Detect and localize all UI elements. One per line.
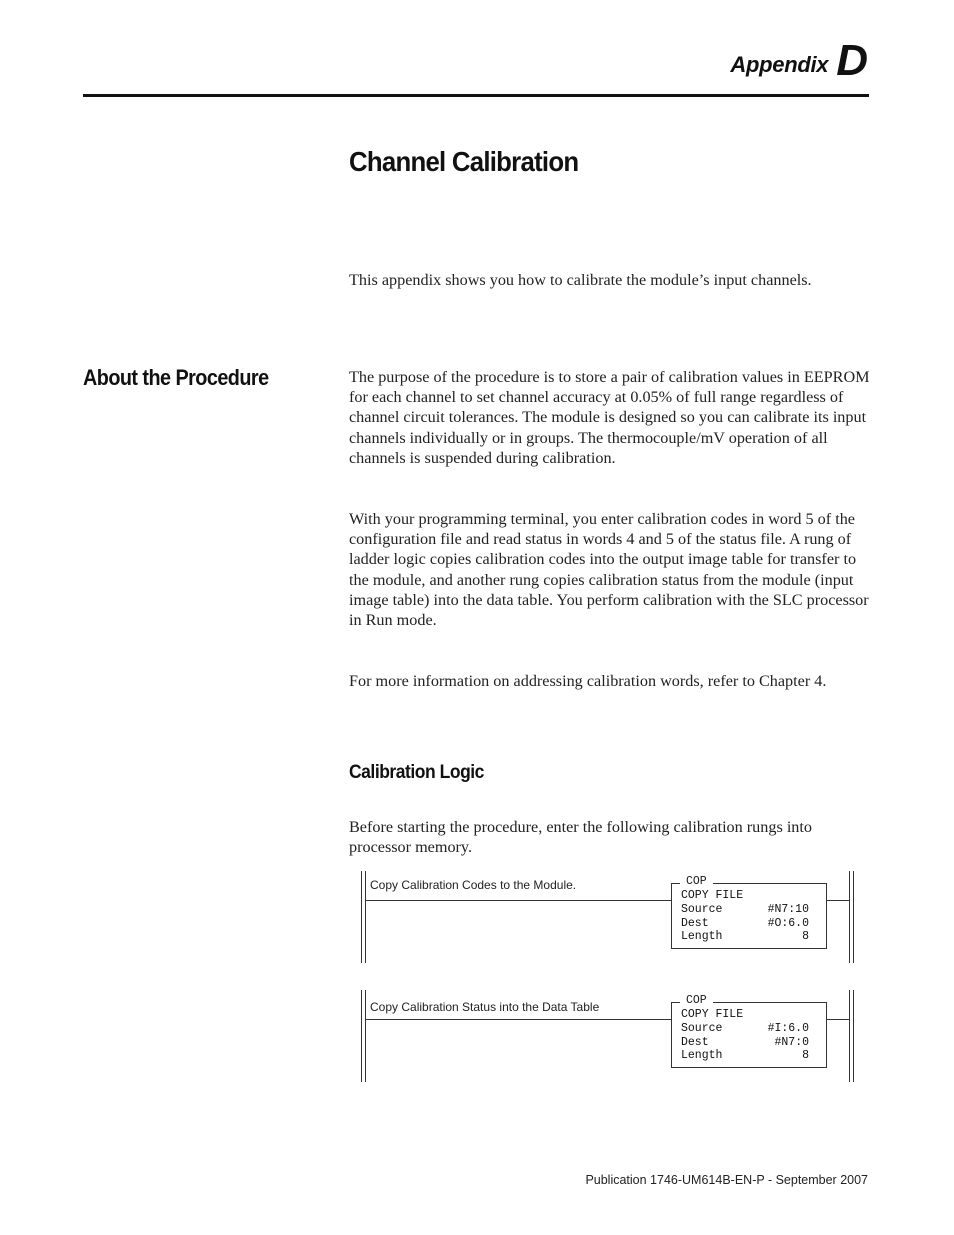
publication-footer: Publication 1746-UM614B-EN-P - September 2007 — [585, 1173, 868, 1187]
cop-instruction-block — [671, 994, 827, 1068]
left-power-rail-inner — [365, 990, 366, 1082]
rung-wire-right — [827, 900, 849, 901]
procedure-paragraph-2: With your programming terminal, you enter calibration codes in word 5 of the configuration file and read status in words 4 and 5 of the status file. A rung of ladder logic copies calibration codes into the output image table for transfer to the module, and another rung copies calibration status from the module (input image table) into the data table. You perform calibration with the SLC processor in Run mode. — [349, 510, 869, 630]
rung-wire-left — [365, 1019, 671, 1020]
source-value: #I:6.0 — [767, 1021, 809, 1035]
cop-instruction-block — [671, 875, 827, 949]
ladder-rung-1 — [360, 871, 860, 963]
source-row — [681, 903, 809, 917]
page-title: Channel Calibration — [349, 146, 579, 177]
rung-wire-right — [827, 1019, 849, 1020]
length-label: Length — [681, 930, 723, 944]
header-rule — [83, 94, 869, 97]
dest-row — [681, 1036, 809, 1050]
right-power-rail — [853, 990, 854, 1082]
intro-paragraph: This appendix shows you how to calibrate the module’s input channels. — [349, 271, 812, 289]
dest-label: Dest — [681, 1035, 709, 1049]
calibration-logic-paragraph: Before starting the procedure, enter the following calibration rungs into processor memory. — [349, 818, 812, 857]
section-heading: About the Procedure — [83, 365, 269, 390]
right-power-rail-inner — [849, 990, 850, 1082]
procedure-paragraph-1: The purpose of the procedure is to store a pair of calibration values in EEPROM for each channel to set channel accuracy at 0.05% of full range regardless of channel circuit tolerances. The module is designed so you can calibrate its input channels individually or in groups. The thermocouple/mV operation of all channels is suspended during calibration. — [349, 368, 870, 467]
dest-row — [681, 917, 809, 931]
appendix-heading — [730, 36, 868, 86]
appendix-word: Appendix — [730, 52, 829, 77]
left-power-rail-inner — [365, 871, 366, 963]
length-row — [681, 1049, 809, 1063]
rung-comment: Copy Calibration Status into the Data Table — [370, 1000, 600, 1014]
appendix-letter: D — [836, 36, 868, 85]
dest-value: #N7:0 — [774, 1035, 809, 1049]
instruction-mnemonic: COP — [680, 875, 713, 889]
ladder-rung-2 — [360, 990, 860, 1082]
length-value: 8 — [802, 930, 809, 944]
instruction-title: COPY FILE — [681, 889, 744, 902]
length-value: 8 — [802, 1049, 809, 1063]
source-label: Source — [681, 1021, 723, 1035]
right-power-rail-inner — [849, 871, 850, 963]
right-power-rail — [853, 871, 854, 963]
dest-value: #O:6.0 — [767, 916, 809, 930]
source-value: #N7:10 — [767, 902, 809, 916]
left-power-rail — [361, 990, 362, 1082]
instruction-title: COPY FILE — [681, 1008, 744, 1021]
left-power-rail — [361, 871, 362, 963]
subsection-heading: Calibration Logic — [349, 762, 484, 783]
length-label: Length — [681, 1049, 723, 1063]
source-label: Source — [681, 902, 723, 916]
source-row — [681, 1022, 809, 1036]
rung-wire-left — [365, 900, 671, 901]
dest-label: Dest — [681, 916, 709, 930]
rung-comment: Copy Calibration Codes to the Module. — [370, 878, 577, 892]
procedure-paragraph-3: For more information on addressing calibration words, refer to Chapter 4. — [349, 672, 827, 690]
length-row — [681, 930, 809, 944]
instruction-mnemonic: COP — [680, 994, 713, 1008]
